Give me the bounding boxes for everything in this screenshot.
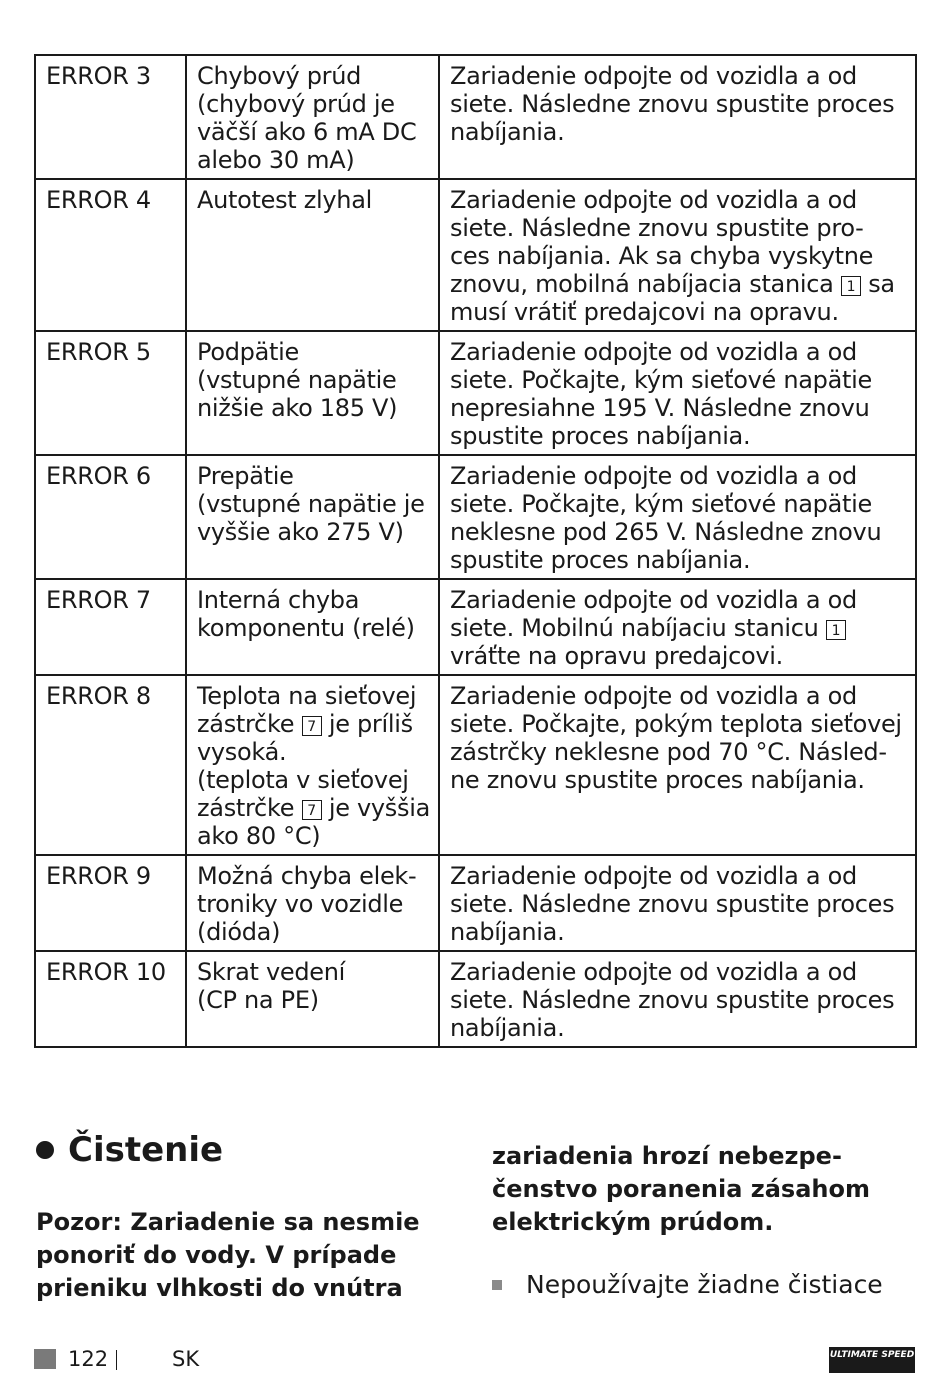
error-code-cell: ERROR 8	[35, 675, 186, 855]
error-remedy-cell: Zariadenie odpojte od vozidla a od siete. Následne znovu spustite proces nabíjania.	[439, 55, 916, 179]
error-cause-cell: Možná chyba elek- troniky vo vozidle (dióda)	[186, 855, 439, 951]
error-remedy-cell: Zariadenie odpojte od vozidla a od siete. Následne znovu spustite proces nabíjania.	[439, 855, 916, 951]
error-cause-cell: Autotest zlyhal	[186, 179, 439, 331]
error-cause-cell: Podpätie (vstupné napätie nižšie ako 185 V)	[186, 331, 439, 455]
reference-number-icon: 7	[302, 800, 322, 820]
error-code-cell: ERROR 3	[35, 55, 186, 179]
list-item-text: Nepoužívajte žiadne čistiace	[526, 1270, 883, 1299]
section-title: Čistenie	[68, 1130, 224, 1170]
table-row	[35, 455, 916, 579]
table-row	[35, 951, 916, 1047]
error-cause-cell: Prepätie (vstupné napätie je vyššie ako 275 V)	[186, 455, 439, 579]
reference-number-icon: 1	[841, 276, 861, 296]
table-row	[35, 55, 916, 179]
list-item	[492, 1270, 883, 1299]
warning-text-right: zariadenia hrozí nebezpe- čenstvo poranenia zásahom elektrickým prúdom.	[492, 1142, 870, 1236]
error-code-cell: ERROR 5	[35, 331, 186, 455]
error-code-cell: ERROR 10	[35, 951, 186, 1047]
table-row	[35, 675, 916, 855]
brand-logo: ULTIMATE SPEED	[829, 1347, 915, 1373]
table-row	[35, 855, 916, 951]
error-remedy-cell: Zariadenie odpojte od vozidla a od siete. Počkajte, kým sieťové napätie neklesne pod 265 V. Následne znovu spustite proces nabíjania.	[439, 455, 916, 579]
error-code-cell: ERROR 6	[35, 455, 186, 579]
error-remedy-cell: Zariadenie odpojte od vozidla a od siete. Mobilnú nabíjaciu stanicu 1 vráťte na opravu predajcovi.	[439, 579, 916, 675]
error-cause-cell: Skrat vedení (CP na PE)	[186, 951, 439, 1047]
error-cause-cell: Teplota na sieťovej zástrčke 7 je príliš vysoká. (teplota v sieťovej zástrčke 7 je vyššia ako 80 °C)	[186, 675, 439, 855]
bullet-dot-icon	[36, 1141, 54, 1159]
reference-number-icon: 1	[826, 620, 846, 640]
error-cause-cell: Chybový prúd (chybový prúd je väčší ako 6 mA DC alebo 30 mA)	[186, 55, 439, 179]
reference-number-icon: 7	[302, 716, 322, 736]
square-bullet-icon	[492, 1280, 502, 1290]
error-table	[34, 54, 917, 1048]
error-code-cell: ERROR 7	[35, 579, 186, 675]
table-row	[35, 179, 916, 331]
section-heading	[36, 1130, 223, 1170]
footer-divider	[116, 1350, 117, 1370]
page-number: 122	[68, 1347, 109, 1371]
error-remedy-cell: Zariadenie odpojte od vozidla a od siete. Počkajte, kým sieťové napätie nepresiahne 195 V. Následne znovu spustite proces nabíjania.	[439, 331, 916, 455]
error-code-cell: ERROR 9	[35, 855, 186, 951]
footer-marker	[34, 1349, 56, 1369]
language-code: SK	[172, 1347, 200, 1371]
error-remedy-cell: Zariadenie odpojte od vozidla a od siete. Následne znovu spustite pro- ces nabíjania. Ak sa chyba vyskytne znovu, mobilná nabíjacia stanica 1 sa musí vrátiť predajcovi na opravu.	[439, 179, 916, 331]
error-code-cell: ERROR 4	[35, 179, 186, 331]
error-remedy-cell: Zariadenie odpojte od vozidla a od siete. Následne znovu spustite proces nabíjania.	[439, 951, 916, 1047]
error-remedy-cell: Zariadenie odpojte od vozidla a od siete. Počkajte, pokým teplota sieťovej zástrčky neklesne pod 70 °C. Násled- ne znovu spustite proces nabíjania.	[439, 675, 916, 855]
warning-text-left: Pozor: Zariadenie sa nesmie ponoriť do vody. V prípade prieniku vlhkosti do vnútra	[36, 1208, 420, 1302]
error-cause-cell: Interná chyba komponentu (relé)	[186, 579, 439, 675]
table-row	[35, 579, 916, 675]
table-row	[35, 331, 916, 455]
